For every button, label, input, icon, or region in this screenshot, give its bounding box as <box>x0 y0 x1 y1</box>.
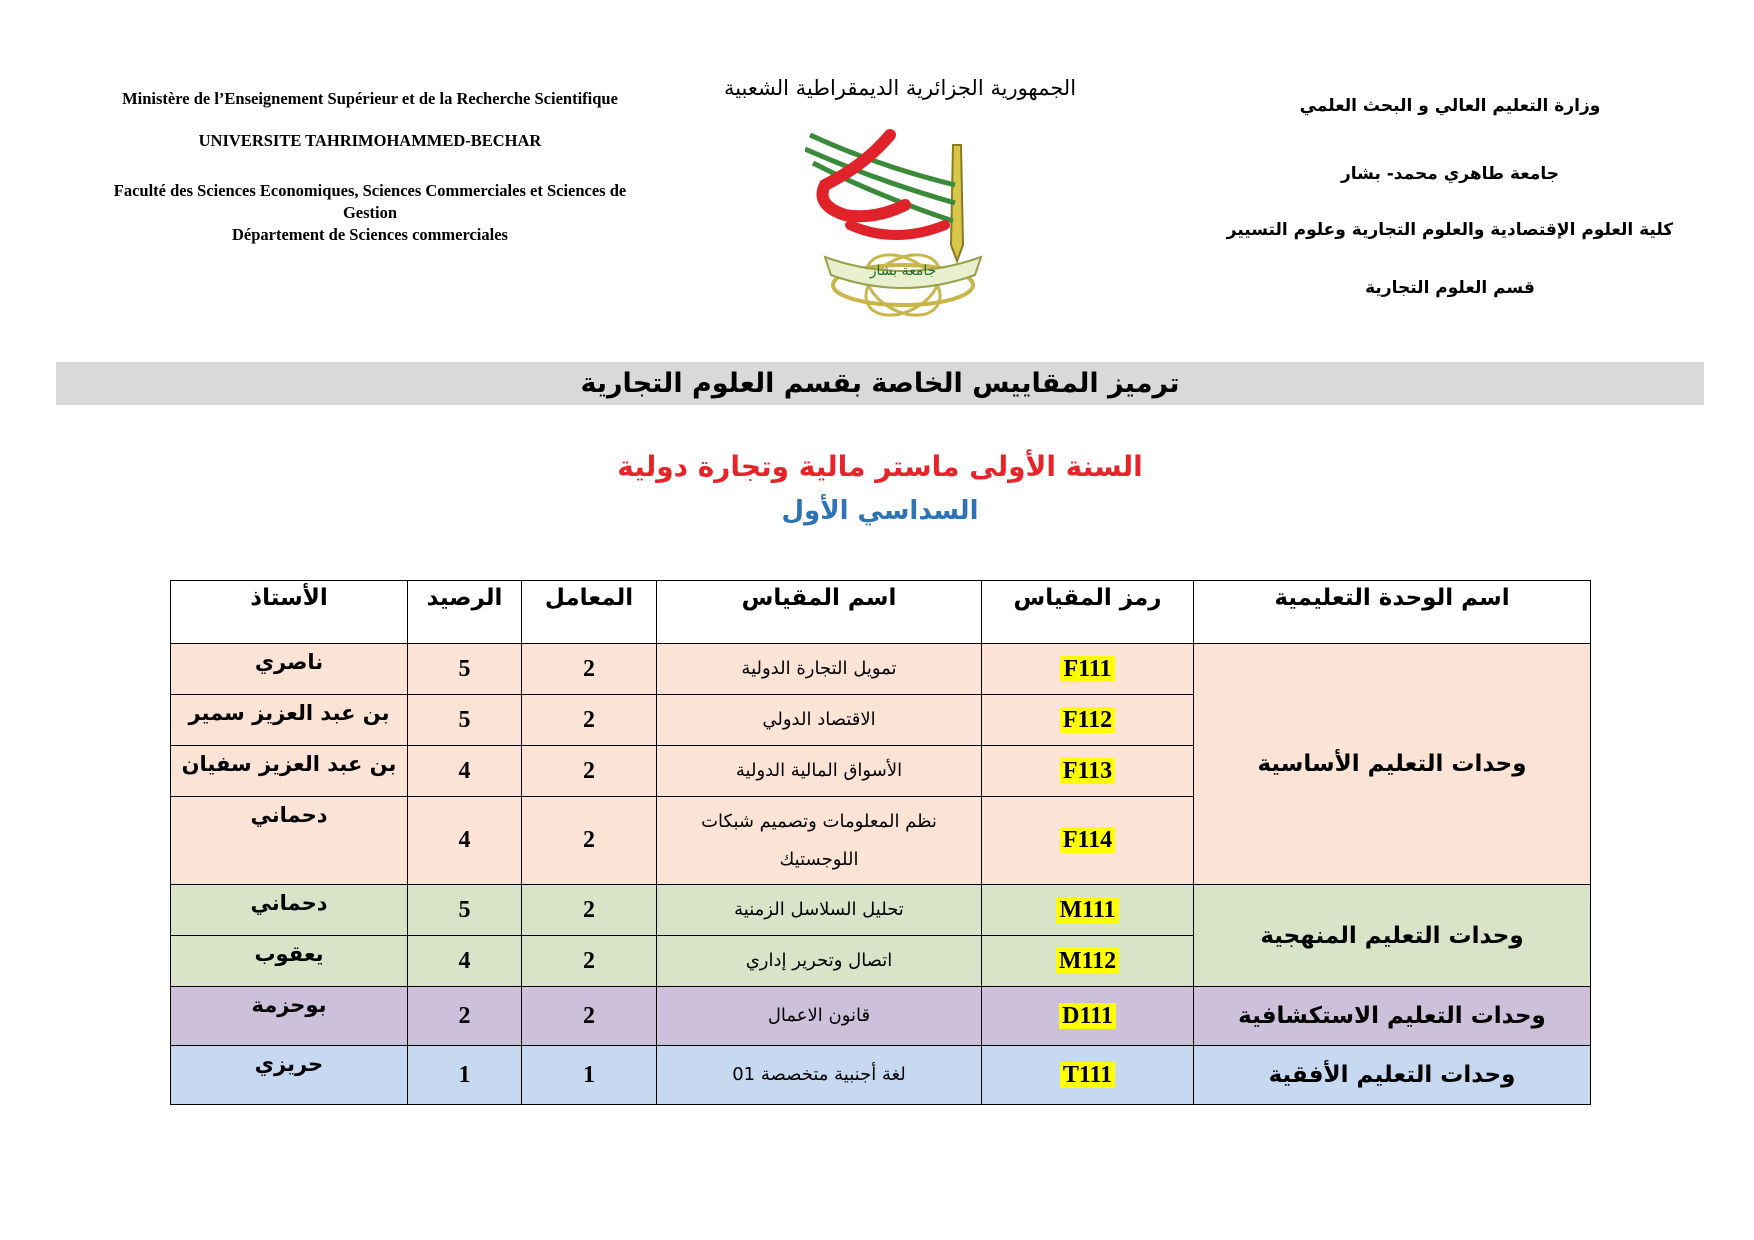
department-ar: قسم العلوم التجارية <box>1365 278 1535 298</box>
module-credit: 2 <box>408 987 522 1046</box>
unit-discovery: وحدات التعليم الاستكشافية <box>1194 987 1591 1046</box>
module-credit: 4 <box>408 936 522 987</box>
unit-methodology: وحدات التعليم المنهجية <box>1194 885 1591 987</box>
module-code: F113 <box>982 746 1194 797</box>
ministry-ar: وزارة التعليم العالي و البحث العلمي <box>1299 96 1601 116</box>
department-fr: Département de Sciences commerciales <box>232 225 508 244</box>
university-fr: UNIVERSITE TAHRIMOHAMMED-BECHAR <box>198 131 542 150</box>
table-row <box>171 987 1591 1046</box>
module-credit: 1 <box>408 1046 522 1105</box>
university-logo <box>805 125 1015 325</box>
table-row <box>171 644 1591 695</box>
module-teacher: بن عبد العزيز سمير <box>171 695 408 746</box>
table-row <box>171 1046 1591 1105</box>
module-credit: 5 <box>408 695 522 746</box>
semester-title: السداسي الأول <box>781 496 979 526</box>
module-teacher: ناصري <box>171 644 408 695</box>
table-row <box>171 885 1591 936</box>
module-credit: 4 <box>408 746 522 797</box>
module-coef: 2 <box>522 797 657 885</box>
module-name: الاقتصاد الدولي <box>657 695 982 746</box>
header-coef: المعامل <box>522 581 657 644</box>
module-credit: 5 <box>408 885 522 936</box>
module-coef: 2 <box>522 936 657 987</box>
module-teacher: بن عبد العزيز سفيان <box>171 746 408 797</box>
header-module: اسم المقياس <box>657 581 982 644</box>
module-credit: 5 <box>408 644 522 695</box>
module-code: T111 <box>982 1046 1194 1105</box>
header-teacher: الأستاذ <box>171 581 408 644</box>
header-left-block <box>110 88 630 246</box>
svg-text:جامعة بشار: جامعة بشار <box>869 263 937 279</box>
module-teacher: دحماني <box>171 797 408 885</box>
ministry-fr: Ministère de l’Enseignement Supérieur et de la Recherche Scientifique <box>122 89 618 108</box>
unit-transversal: وحدات التعليم الأفقية <box>1194 1046 1591 1105</box>
table-header-row <box>171 581 1591 644</box>
module-code: D111 <box>982 987 1194 1046</box>
module-code: M112 <box>982 936 1194 987</box>
module-teacher: يعقوب <box>171 936 408 987</box>
module-name: تمويل التجارة الدولية <box>657 644 982 695</box>
module-coef: 2 <box>522 885 657 936</box>
page-title-banner: ترميز المقاييس الخاصة بقسم العلوم التجارية <box>56 362 1704 405</box>
module-code: F114 <box>982 797 1194 885</box>
module-name: لغة أجنبية متخصصة 01 <box>657 1046 982 1105</box>
module-coef: 1 <box>522 1046 657 1105</box>
module-code: M111 <box>982 885 1194 936</box>
module-teacher: دحماني <box>171 885 408 936</box>
module-code: F112 <box>982 695 1194 746</box>
header-unit: اسم الوحدة التعليمية <box>1194 581 1591 644</box>
module-codes-table <box>170 580 1591 1105</box>
module-coef: 2 <box>522 746 657 797</box>
module-name: تحليل السلاسل الزمنية <box>657 885 982 936</box>
university-ar: جامعة طاهري محمد- بشار <box>1340 164 1560 184</box>
republic-title: الجمهورية الجزائرية الديمقراطية الشعبية <box>723 76 1077 100</box>
header-code: رمز المقياس <box>982 581 1194 644</box>
module-teacher: حريزي <box>171 1046 408 1105</box>
module-coef: 2 <box>522 644 657 695</box>
faculty-ar: كلية العلوم الإقتصادية والعلوم التجارية وعلوم التسيير <box>1226 220 1674 240</box>
header-credit: الرصيد <box>408 581 522 644</box>
faculty-fr: Faculté des Sciences Economiques, Sciences Commerciales et Sciences de Gestion <box>113 181 627 222</box>
module-name: قانون الاعمال <box>657 987 982 1046</box>
module-teacher: بوحزمة <box>171 987 408 1046</box>
module-name: نظم المعلومات وتصميم شبكات اللوجستيك <box>657 797 982 885</box>
module-credit: 4 <box>408 797 522 885</box>
module-code: F111 <box>982 644 1194 695</box>
unit-core: وحدات التعليم الأساسية <box>1194 644 1591 885</box>
module-coef: 2 <box>522 987 657 1046</box>
module-coef: 2 <box>522 695 657 746</box>
program-title: السنة الأولى ماستر مالية وتجارة دولية <box>617 450 1143 483</box>
module-name: الأسواق المالية الدولية <box>657 746 982 797</box>
module-name: اتصال وتحرير إداري <box>657 936 982 987</box>
